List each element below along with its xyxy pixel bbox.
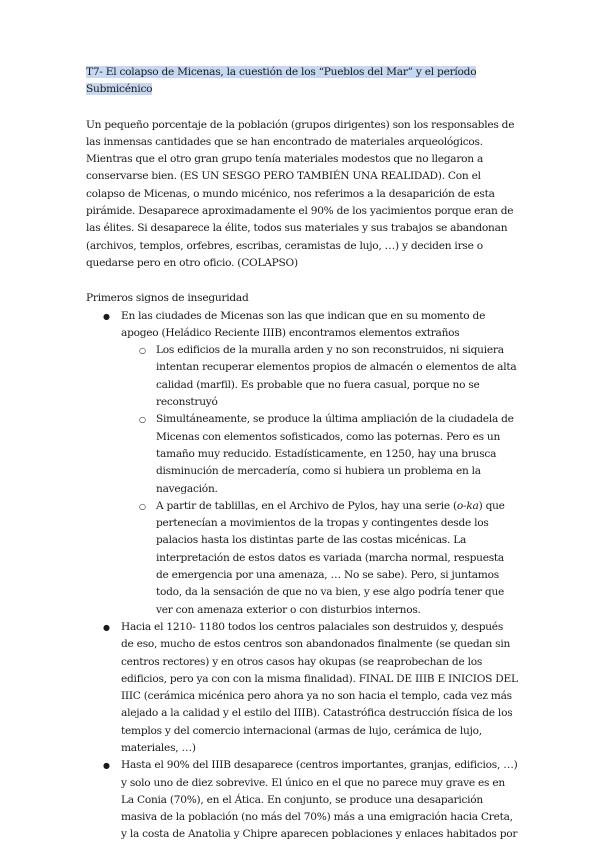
document-title: T7- El colapso de Micenas, la cuestión de los “Pueblos del Mar” y el período Submicénico bbox=[86, 66, 477, 96]
bullet-text: En las ciudades de Micenas son las que indican que en su momento de apogeo (Heládico Reciente IIIB) encontramos elementos extraños bbox=[121, 309, 486, 339]
bullet-list bbox=[86, 308, 518, 844]
bullet-item: ● Hacia el 1210- 1180 todos los centros palaciales son destruidos y, después de eso, mucho de estos centros son abandonados finalmente (se quedan sin centros rectores) y en otros casos hay okupas (se reaprobechan de los edificios, pero ya con con la misma finalidad). FINAL DE IIIB E INICIOS DEL IIIC (cerámica micénica pero ahora ya no son hacia el templo, cada vez más alejado a la calidad y el estilo del IIIB). Catastrófica destrucción física de los templos y del comercio internacional (armas de lujo, cerámica de lujo, materiales, …) bbox=[86, 619, 518, 757]
section-heading: Primeros signos de inseguridad bbox=[86, 292, 249, 305]
bullet-item bbox=[86, 308, 518, 619]
sub-bullet-item bbox=[121, 498, 518, 619]
title-block bbox=[86, 64, 518, 99]
sub-bullet-item: ○ Simultáneamente, se produce la última ampliación de la ciudadela de Micenas con elementos sofisticados, como las poternas. Pero es un tamaño muy reducido. Estadísticamente, en 1250, hay una brusca disminución de mercadería, como si hubiera un problema en la navegación. bbox=[121, 411, 518, 497]
document-page bbox=[86, 64, 518, 844]
bullet-item: ● Hasta el 90% del IIIB desaparece (centros importantes, granjas, edificios, …) y solo uno de diez sobrevive. El único en el que no parece muy grave es en La Conia (70%), en el Ática. En conjunto, se produce una desaparición masiva de la población (no más del 70%) más a una emigración hacia Creta, y la costa de Anatolia y Chipre aparecen poblaciones y enlaces habitados por bbox=[86, 757, 518, 843]
sub-bullet-text-end: ) que pertenecían a movimientos de la tropas y contingentes desde los palacios hasta los distintas parte de las costas micénicas. La interpretación de estos datos es variada (marcha normal, respuesta de emergencia por una amenaza, … No se sabe). Pero, si juntamos todo, da la sensación de que no va bien, y ese algo podría tener que ver con amenaza exterior o con disturbios internos. bbox=[156, 499, 505, 616]
sub-bullet-text-start: A partir de tablillas, en el Archivo de Pylos, hay una serie ( bbox=[156, 499, 457, 512]
sub-bullet-list bbox=[121, 342, 518, 619]
series-name: o-ka bbox=[456, 499, 479, 512]
sub-bullet-item: ○ Los edificios de la muralla arden y no son reconstruidos, ni siquiera intentan recuperar elementos propios de almacén o elementos de alta calidad (marfil). Es probable que no fuera casual, porque no se reconstruyó bbox=[121, 342, 518, 411]
intro-paragraph: Un pequeño porcentaje de la población (grupos dirigentes) son los responsables de las inmensas cantidades que se han encontrado de materiales arqueológicos. Mientras que el otro gran grupo tenía materiales modestos que no llegaron a conservarse bien. (ES UN SESGO PERO TAMBIÉN UNA REALIDAD). Con el colapso de Micenas, o mundo micénico, nos referimos a la desaparición de esta pirámide. Desaparece aproximadamente el 90% de los yacimientos porque eran de las élites. Si desaparece la élite, todos sus materiales y sus trabajos se abandonan (archivos, templos, orfebres, escribas, ceramistas de lujo, …) y deciden irse o quedarse pero en otro oficio. (COLAPSO) bbox=[86, 118, 515, 269]
